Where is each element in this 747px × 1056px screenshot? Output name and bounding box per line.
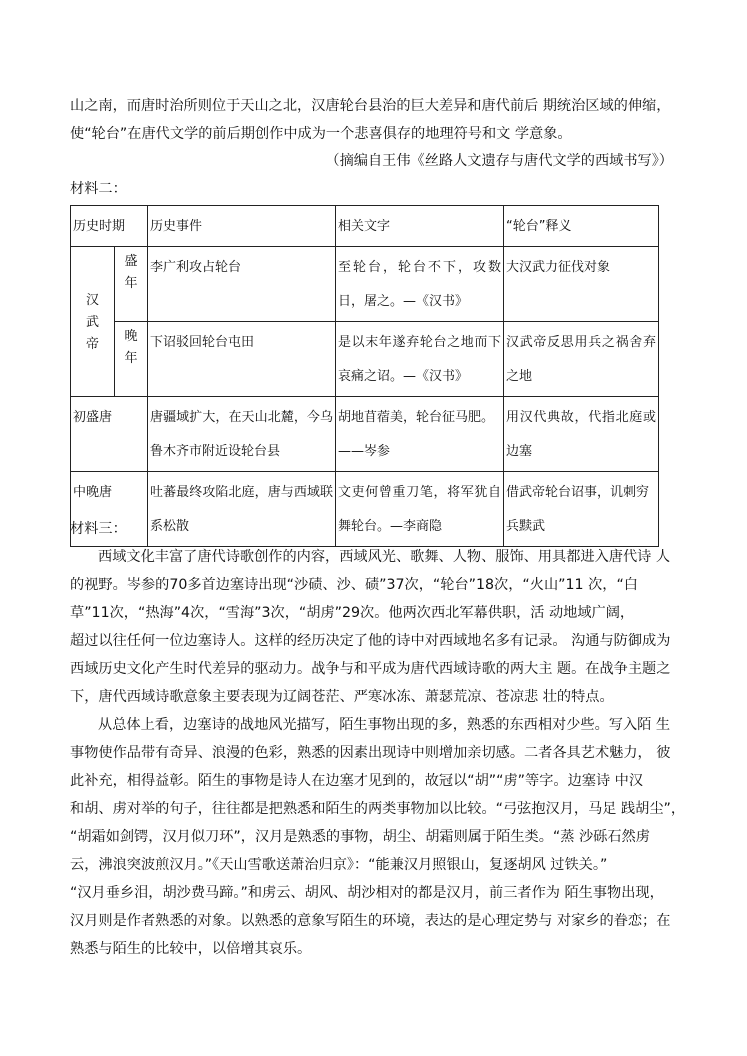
paragraph-line: “胡霜如剑锷，汉月似刀环”，汉月是熟悉的事物，胡尘、胡霜则属于陌生类。“蒸 沙砾石然虏	[70, 829, 650, 845]
paragraph-line: 山之南，而唐时治所则位于天山之北，汉唐轮台县治的巨大差异和唐代前后 期统治区域的伸缩，	[70, 98, 671, 114]
paragraph-line: 此补充，相得益彰。陌生的事物是诗人在边塞才见到的，故冠以“胡”“虏”等字。边塞诗 中汉	[70, 773, 644, 789]
paragraph-line: 西域历史文化产生时代差异的驱动力。战争与和平成为唐代西域诗歌的两大主 题。在战争主题之	[70, 661, 671, 677]
paragraph-line: 的视野。岑参的70多首边塞诗出现“沙碛、沙、碛”37次，“轮台”18次，“火山”11 次，“白	[70, 577, 638, 593]
material-2-table	[70, 205, 659, 547]
meaning-cell: 借武帝轮台诏事，讥刺穷兵黩武	[504, 472, 659, 547]
paragraph-line: 熟悉与陌生的比较中，以倍增其哀乐。	[70, 941, 312, 957]
paragraph-line: 下，唐代西域诗歌意象主要表现为辽阔苍茫、严寒冰冻、萧瑟荒凉、苍凉悲 壮的特点。	[70, 689, 614, 705]
table-row	[71, 247, 659, 322]
meaning-cell: 汉武帝反思用兵之祸舍弃之地	[504, 322, 659, 397]
header-period: 历史时期	[71, 206, 148, 247]
event-cell: 李广利攻占轮台	[148, 247, 336, 322]
period-cell: 初盛唐	[71, 397, 148, 472]
material-3-title: 材料三：	[70, 521, 127, 537]
header-meaning: “轮台”释义	[504, 206, 659, 247]
period-cell: 中晚唐	[71, 472, 148, 547]
sub-period: 晚 年	[115, 322, 148, 397]
text-cell: 至轮台，轮台不下，攻数日，屠之。—《汉书》	[336, 247, 504, 322]
period-han-wudi: 汉 武 帝	[71, 247, 115, 397]
sub-period: 盛 年	[115, 247, 148, 322]
header-text: 相关文字	[336, 206, 504, 247]
paragraph-line: 西域文化丰富了唐代诗歌创作的内容，西域风光、歌舞、人物、服饰、用具都进入唐代诗 人	[98, 549, 671, 565]
table-row	[71, 397, 659, 472]
meaning-cell: 大汉武力征伐对象	[504, 247, 659, 322]
table-row	[71, 322, 659, 397]
paragraph-line: 超过以往任何一位边塞诗人。这样的经历决定了他的诗中对西域地名多有记录。 沟通与防御成为	[70, 633, 671, 649]
text-cell: 是以末年遂弃轮台之地而下哀痛之诏。—《汉书》	[336, 322, 504, 397]
table-header-row	[71, 206, 659, 247]
event-cell: 唐疆域扩大，在天山北麓，今乌鲁木齐市附近设轮台县	[148, 397, 336, 472]
paragraph-line: “汉月垂乡泪，胡沙费马蹄。”和虏云、胡风、胡沙相对的都是汉月，前三者作为 陌生事物出现，	[70, 885, 664, 901]
paragraph-line: 使“轮台”在唐代文学的前后期创作中成为一个悲喜俱存的地理符号和文 学意象。	[70, 126, 572, 142]
meaning-cell: 用汉代典故，代指北庭或边塞	[504, 397, 659, 472]
text-cell: 文吏何曾重刀笔，将军犹自舞轮台。—李商隐	[336, 472, 504, 547]
paragraph-line: 汉月则是作者熟悉的对象。以熟悉的意象写陌生的环境，表达的是心理定势与 对家乡的眷恋；在	[70, 913, 671, 929]
paragraph-line: 草”11次，“热海”4次，“雪海”3次，“胡虏”29次。他两次西北军幕供职，活 动地域广阔，	[70, 605, 635, 621]
source-citation: （摘编自王伟《丝路人文遗存与唐代文学的西域书写》）	[325, 153, 673, 169]
paragraph-line: 从总体上看，边塞诗的战地风光描写，陌生事物出现的多，熟悉的东西相对少些。写入陌 生	[98, 717, 671, 733]
event-cell: 下诏驳回轮台屯田	[148, 322, 336, 397]
paragraph-line: 云，沸浪突波煎汉月。”《天山雪歌送萧治归京》：“能兼汉月照银山，复逐胡风 过铁关。”	[70, 857, 608, 873]
table-row	[71, 472, 659, 547]
header-event: 历史事件	[148, 206, 336, 247]
paragraph-line: 和胡、虏对举的句子，往往都是把熟悉和陌生的两类事物加以比较。“弓弦抱汉月，马足 践胡尘”，	[70, 801, 686, 817]
text-cell: 胡地苜蓿美，轮台征马肥。——岑参	[336, 397, 504, 472]
event-cell: 吐蕃最终攻陷北庭，唐与西域联系松散	[148, 472, 336, 547]
paragraph-line: 事物使作品带有奇异、浪漫的色彩，熟悉的因素出现诗中则增加亲切感。二者各具艺术魅力， 彼	[70, 745, 671, 761]
material-2-title: 材料二：	[70, 181, 127, 197]
